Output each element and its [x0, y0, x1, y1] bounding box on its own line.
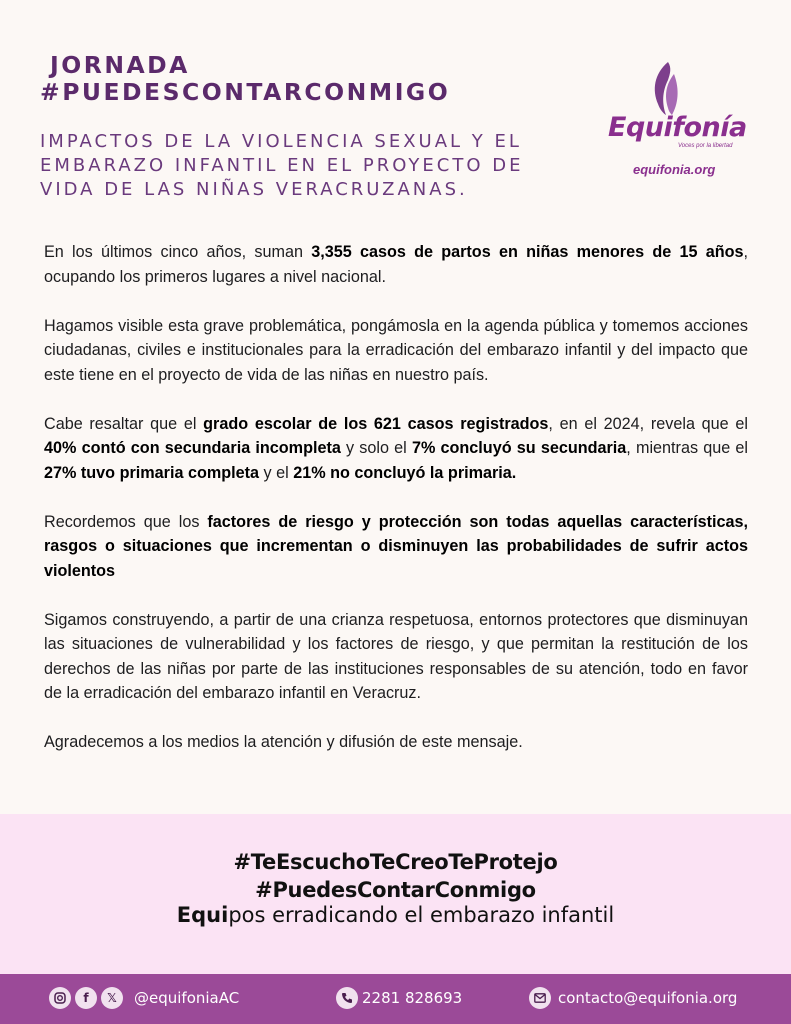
subtitle-line-2: EMBARAZO INFANTIL EN EL PROYECTO DE	[40, 155, 524, 176]
document-subtitle	[40, 130, 560, 202]
contact-footer	[0, 974, 791, 1024]
logo-website: equifonia.org	[633, 162, 716, 177]
instagram-icon[interactable]	[49, 987, 71, 1009]
paragraph-3	[44, 412, 748, 486]
p3-bold-27: 27% tuvo primaria completa	[44, 463, 260, 482]
p3-text-e: y solo el	[340, 439, 412, 457]
p3-bold-grade: grado escolar de los 621 casos registrados	[203, 414, 549, 433]
p4-bold-factors: factores de riesgo y protección son todas aquellas características, rasgos o situaciones que incrementan o disminuyen las probabilidades de sufrir actos violentos	[44, 512, 748, 580]
feather-flame-icon	[648, 60, 682, 116]
campaign-title	[40, 52, 450, 106]
paragraph-2: Hagamos visible esta grave problemática, pongámosla en la agenda pública y tomemos acciones ciudadanas, civiles e institucionales para la erradicación del embarazo infantil y del impacto que este tiene en el proyecto de vida de las niñas en nuestro país.	[44, 316, 748, 384]
equifonia-logo	[600, 60, 750, 190]
p3-bold-7: 7% concluyó su secundaria	[411, 439, 627, 457]
phone-number[interactable]: 2281 828693	[362, 989, 463, 1007]
p1-bold-cases: 3,355 casos de partos en niñas menores de 15 años	[311, 243, 744, 261]
p3-text-g: , mientras que el	[626, 439, 748, 457]
p3-text-a: Cabe resaltar que el	[44, 414, 204, 433]
subtitle-line-1: IMPACTOS DE LA VIOLENCIA SEXUAL Y EL	[40, 131, 522, 152]
hashtag-puedes-contar: #PuedesContarConmigo	[255, 878, 536, 902]
title-line-jornada: JORNADA	[50, 51, 190, 79]
p3-text-c: , en el 2024, revela que el	[548, 414, 748, 433]
p4-text-a: Recordemos que los	[44, 512, 208, 531]
hashtag-te-escucho: #TeEscuchoTeCreoTeProtejo	[233, 850, 558, 874]
subtitle-line-3: VIDA DE LAS NIÑAS VERACRUZANAS.	[40, 179, 468, 200]
mail-icon	[529, 987, 551, 1009]
social-handle[interactable]: @equifoniaAC	[134, 989, 240, 1007]
p3-bold-21: 21% no concluyó la primaria.	[293, 463, 517, 482]
p1-text-a: En los últimos cinco años, suman	[44, 243, 312, 261]
equipos-bold: Equi	[176, 903, 229, 927]
facebook-icon[interactable]: f	[75, 987, 97, 1009]
paragraph-4	[44, 510, 748, 584]
x-icon[interactable]: 𝕏	[101, 987, 123, 1009]
p3-bold-40: 40% contó con secundaria incompleta	[44, 439, 341, 457]
equipos-slogan	[0, 903, 791, 927]
paragraph-1	[44, 240, 748, 289]
logo-tagline: Voces por la libertad	[678, 143, 733, 149]
logo-wordmark: Equifonía	[608, 112, 747, 143]
contact-email[interactable]: contacto@equifonia.org	[558, 989, 738, 1007]
paragraph-6: Agradecemos a los medios la atención y difusión de este mensaje.	[44, 733, 523, 751]
p1-text-c: , ocupando los primeros lugares a nivel nacional.	[44, 243, 748, 286]
phone-icon	[336, 987, 358, 1009]
title-line-hashtag: #PUEDESCONTARCONMIGO	[40, 78, 451, 106]
p3-text-i: y el	[259, 463, 294, 482]
statement-body	[44, 240, 748, 779]
paragraph-5: Sigamos construyendo, a partir de una crianza respetuosa, entornos protectores que disminuyan las situaciones de vulnerabilidad y los factores de riesgo, y que permitan la restitución de los derechos de las niñas por parte de las instituciones responsables de su atención, todo en favor de la erradicación del embarazo infantil en Veracruz.	[44, 610, 748, 702]
equipos-rest: pos erradicando el embarazo infantil	[228, 903, 615, 927]
